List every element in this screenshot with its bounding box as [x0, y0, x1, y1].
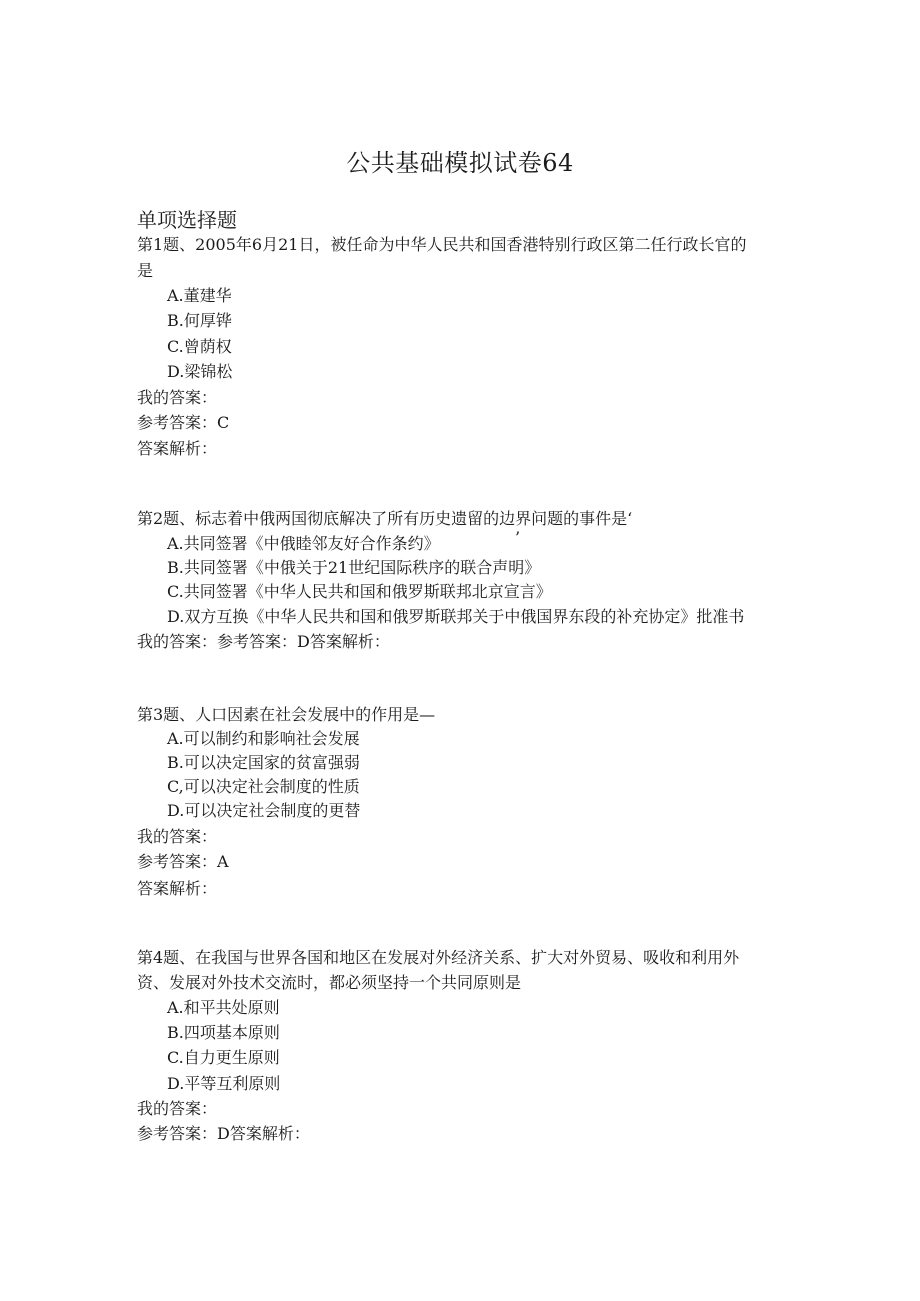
question-1-option-d: D.梁锦松 [167, 362, 233, 381]
question-2-option-a: A.共同签署《中俄睦邻友好合作条约》 [167, 534, 440, 553]
question-4-stem-line-2: 资、发展对外技术交流时，都必须坚持一个共同原则是 [137, 973, 522, 992]
question-1-reference-answer: 参考答案：C [137, 413, 230, 432]
question-4-option-b: B.四项基本原则 [167, 1023, 280, 1042]
document-title: 公共基础模拟试卷64 [346, 149, 574, 177]
question-3-option-c: C,可以决定社会制度的性质 [167, 777, 360, 796]
question-2-stem: 第2题、标志着中俄两国彻底解决了所有历史遗留的边界问题的事件是‘ [137, 509, 633, 528]
question-1-stem-line-2: 是 [137, 261, 154, 280]
question-4-option-c: C.自力更生原则 [167, 1048, 280, 1067]
question-3-analysis: 答案解析： [137, 879, 218, 898]
question-2-answers: 我的答案：参考答案：D答案解析： [137, 632, 390, 651]
question-1-analysis: 答案解析： [137, 439, 218, 458]
question-3-my-answer: 我的答案： [137, 827, 218, 846]
question-1-option-b: B.何厚铧 [167, 311, 232, 330]
question-3-stem: 第3题、人口因素在社会发展中的作用是— [137, 705, 436, 724]
question-2-stray-quote-mark: ’ [515, 528, 521, 547]
question-4-option-d: D.平等互利原则 [167, 1074, 281, 1093]
question-4-option-a: A.和平共处原则 [167, 998, 280, 1017]
question-2-option-c: C.共同签署《中华人民共和国和俄罗斯联邦北京宣言》 [167, 582, 552, 601]
question-4-reference-answer: 参考答案：D答案解析： [137, 1124, 310, 1143]
question-3-option-d: D.可以决定社会制度的更替 [167, 801, 361, 820]
question-3-option-b: B.可以决定国家的贫富强弱 [167, 753, 360, 772]
question-3-reference-answer: 参考答案：A [137, 852, 229, 871]
question-3-option-a: A.可以制约和影响社会发展 [167, 729, 360, 748]
question-1-my-answer: 我的答案： [137, 388, 218, 407]
question-1-stem-line-1: 第1题、2005年6月21日，被任命为中华人民共和国香港特别行政区第二任行政长官的 [137, 235, 747, 254]
question-2-option-b: B.共同签署《中俄关于21世纪国际秩序的联合声明》 [167, 558, 541, 577]
question-1-option-c: C.曾荫权 [167, 337, 232, 356]
question-4-my-answer: 我的答案： [137, 1099, 218, 1118]
question-1-option-a: A.董建华 [167, 286, 232, 305]
section-title: 单项选择题 [137, 208, 237, 232]
question-2-option-d: D.双方互换《中华人民共和国和俄罗斯联邦关于中俄国界东段的补充协定》批准书 [167, 607, 745, 626]
question-4-stem-line-1: 第4题、在我国与世界各国和地区在发展对外经济关系、扩大对外贸易、吸收和利用外 [137, 948, 740, 967]
